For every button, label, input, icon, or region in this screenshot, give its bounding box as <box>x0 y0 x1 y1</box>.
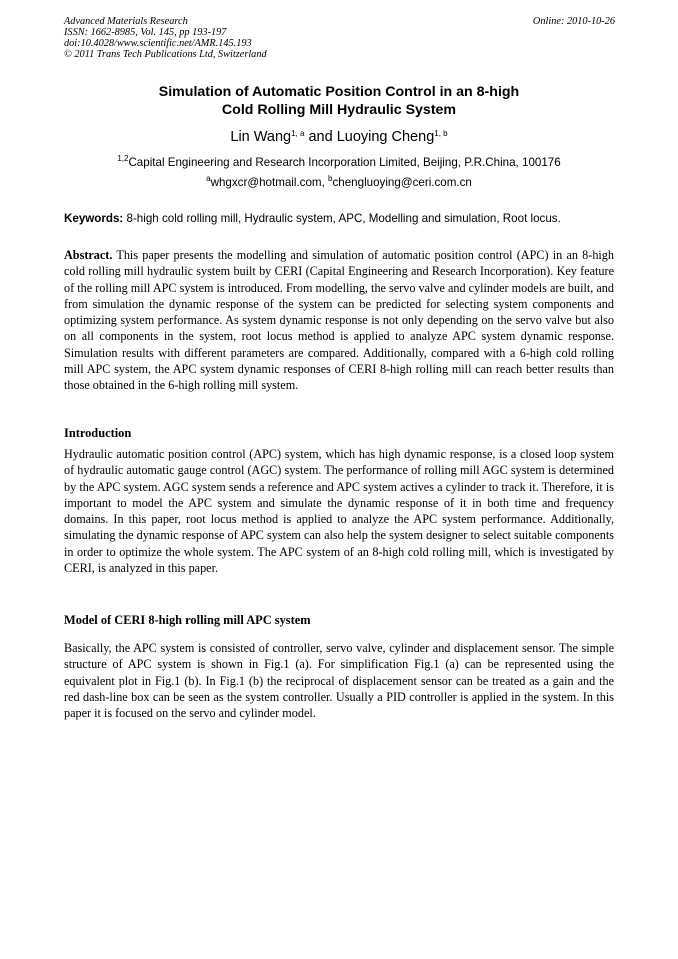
email-a: whgxcr@hotmail.com, <box>210 176 329 189</box>
copyright-line: © 2011 Trans Tech Publications Ltd, Switzerland <box>64 49 267 60</box>
introduction-heading: Introduction <box>64 426 132 440</box>
abstract-label: Abstract. <box>64 248 113 262</box>
author-2-affil: 1, b <box>434 129 448 138</box>
online-date: Online: 2010-10-26 <box>532 16 615 27</box>
keywords-label: Keywords: <box>64 212 124 225</box>
author-2: Luoying Cheng <box>336 129 435 145</box>
affiliation <box>64 156 614 170</box>
issn-line: ISSN: 1662-8985, Vol. 145, pp 193-197 <box>64 27 227 38</box>
author-1: Lin Wang <box>230 129 292 145</box>
journal-name: Advanced Materials Research <box>64 16 188 27</box>
abstract-text: This paper presents the modelling and simulation of automatic position control (APC) in an 8-high cold rolling mill hydraulic system built by CERI (Capital Engineering and Research Incorporation). Key feature of the rolling mill APC system is introduced. From modelling, the servo valve and cylinder models are built, and from simulation the dynamic response of the system can be predicted for selecting system components and optimizing system performance. As system dynamic response is not only depending on the servo valve but also on all components in the system, root locus method is applied to analyze APC system dynamic response. Simulation results with different parameters are compared. Additionally, compared with a 6-high cold rolling mill APC system, the APC system dynamic responses of CERI 8-high rolling mill can reach better results than those obtained in the 6-high rolling mill system. <box>64 248 614 393</box>
author-1-affil: 1, a <box>291 129 305 138</box>
author-conjunction: and <box>304 129 337 145</box>
author-list <box>64 128 614 146</box>
keywords <box>64 212 624 226</box>
journal-header <box>64 16 267 60</box>
doi-line: doi:10.4028/www.scientific.net/AMR.145.193 <box>64 38 252 49</box>
email-a-sup: a <box>206 174 211 183</box>
email-b: chengluoying@ceri.com.cn <box>332 176 472 189</box>
affiliation-text: Capital Engineering and Research Incorporation Limited, Beijing, P.R.China, 100176 <box>128 156 561 169</box>
introduction-text: Hydraulic automatic position control (APC) system, which has high dynamic response, is a closed loop system of hydraulic automatic gauge control (AGC) system. The performance of rolling mill AGC system is determined by the APC system. AGC system sends a reference and APC system actives a cylinder to track it. Therefore, it is important to model the APC system and simulate the dynamic response of it in both time and frequency domains. In this paper, root locus method is applied to analyze the APC system performance. Additionally, simulating the dynamic response of APC system can also help the system designer to select suitable components in order to optimize the whole system. The APC system of an 8-high cold rolling mill, which is investigated by CERI, is analyzed in this paper. <box>64 447 614 576</box>
title-line-1: Simulation of Automatic Position Control in an 8-high <box>158 84 520 100</box>
email-b-sup: b <box>328 174 333 183</box>
title-line-2: Cold Rolling Mill Hydraulic System <box>221 102 457 118</box>
abstract <box>64 247 614 394</box>
keywords-text: 8-high cold rolling mill, Hydraulic system, APC, Modelling and simulation, Root locus. <box>123 212 561 225</box>
author-emails <box>64 176 614 190</box>
affiliation-sup: 1,2 <box>117 154 129 163</box>
model-text: Basically, the APC system is consisted of controller, servo valve, cylinder and displacement sensor. The simple structure of APC system is shown in Fig.1 (a). For simplification Fig.1 (a) can be represented using the equivalent plot in Fig.1 (b). In Fig.1 (b) the reciprocal of displacement sensor can be treated as a gain and the red dash-line box can be seen as the system controller. Usually a PID controller is applied in the system. In this paper it is focused on the servo and cylinder model. <box>64 641 614 721</box>
paper-title <box>64 83 614 119</box>
model-heading: Model of CERI 8-high rolling mill APC system <box>64 613 311 627</box>
